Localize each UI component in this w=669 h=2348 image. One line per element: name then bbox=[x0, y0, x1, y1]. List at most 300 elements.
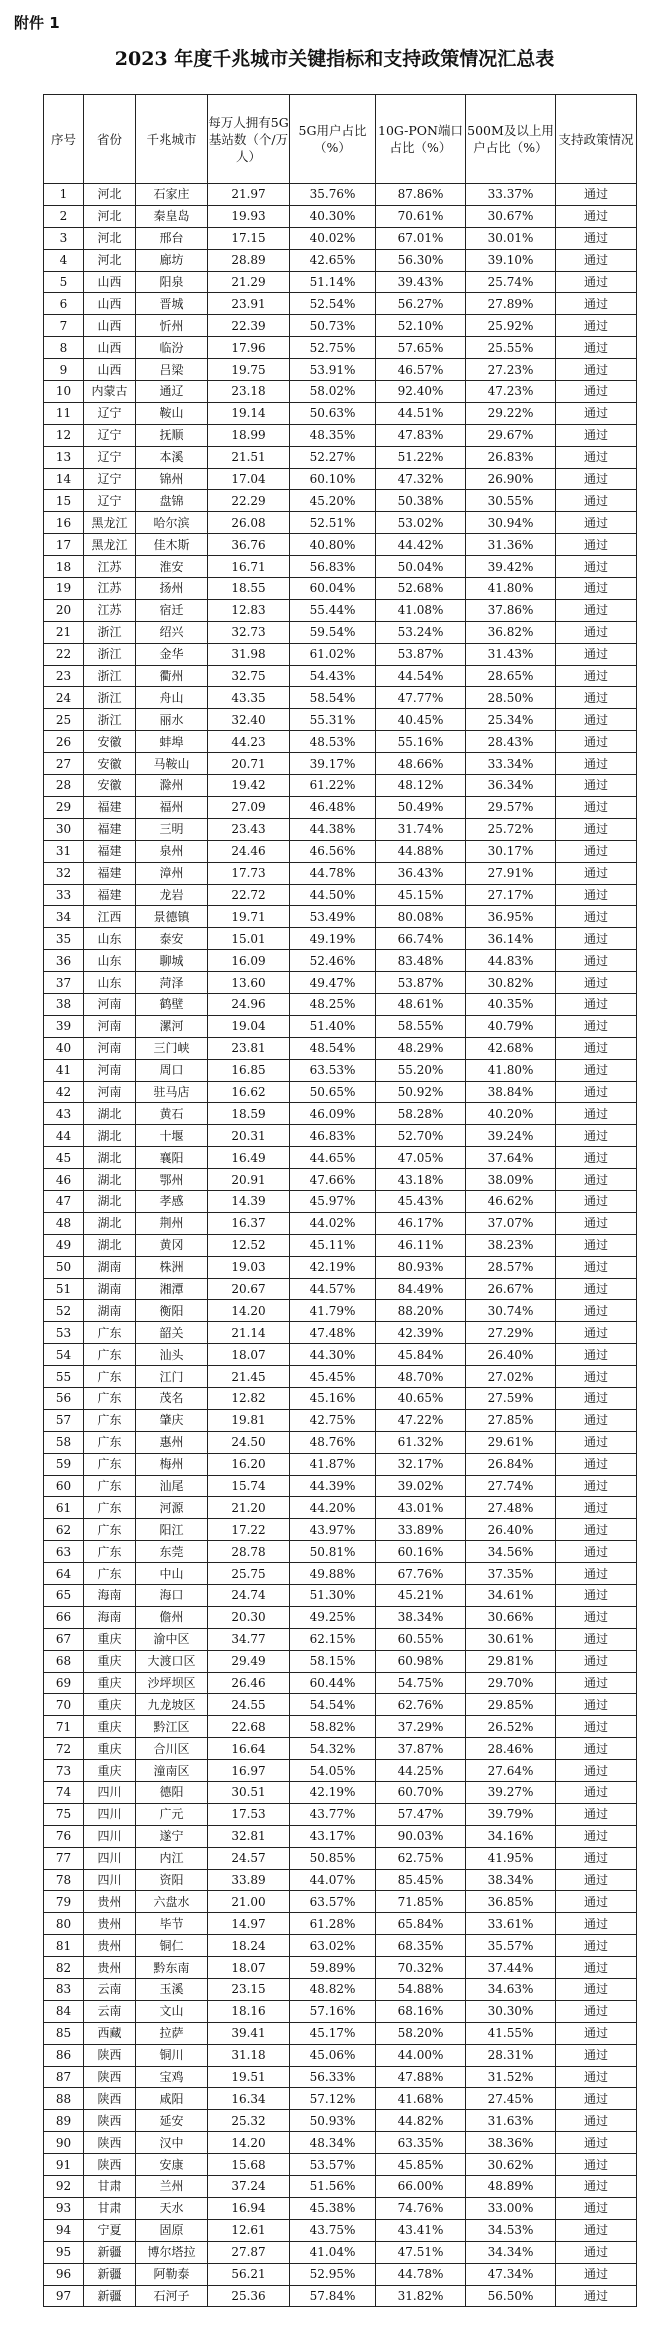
table-row bbox=[44, 1059, 637, 1081]
cell-10g-pon: 46.57% bbox=[376, 359, 466, 381]
cell-10g-pon: 52.10% bbox=[376, 315, 466, 337]
cell-5g-users: 45.97% bbox=[290, 1190, 376, 1212]
table-row bbox=[44, 1979, 637, 2001]
cell-500m-users: 47.23% bbox=[466, 381, 556, 403]
cell-province: 陕西 bbox=[84, 2066, 136, 2088]
table-row bbox=[44, 862, 637, 884]
cell-index: 34 bbox=[44, 906, 84, 928]
cell-city: 三明 bbox=[136, 818, 208, 840]
cell-500m-users: 38.23% bbox=[466, 1234, 556, 1256]
cell-5g-users: 51.30% bbox=[290, 1585, 376, 1607]
cell-policy: 通过 bbox=[556, 906, 637, 928]
cell-policy: 通过 bbox=[556, 775, 637, 797]
cell-index: 7 bbox=[44, 315, 84, 337]
cell-province: 辽宁 bbox=[84, 468, 136, 490]
cell-5g-users: 51.14% bbox=[290, 271, 376, 293]
cell-index: 67 bbox=[44, 1628, 84, 1650]
cell-province: 江苏 bbox=[84, 578, 136, 600]
table-row bbox=[44, 1497, 637, 1519]
table-row bbox=[44, 1453, 637, 1475]
table-row bbox=[44, 775, 637, 797]
cell-index: 72 bbox=[44, 1738, 84, 1760]
cell-10g-pon: 55.16% bbox=[376, 731, 466, 753]
cell-index: 8 bbox=[44, 337, 84, 359]
cell-500m-users: 30.01% bbox=[466, 227, 556, 249]
cell-5g-stations: 12.83 bbox=[208, 599, 290, 621]
table-row bbox=[44, 2176, 637, 2198]
cell-policy: 通过 bbox=[556, 2066, 637, 2088]
cell-5g-stations: 28.78 bbox=[208, 1541, 290, 1563]
cell-5g-stations: 39.41 bbox=[208, 2022, 290, 2044]
cell-index: 57 bbox=[44, 1409, 84, 1431]
cell-500m-users: 30.94% bbox=[466, 512, 556, 534]
cell-500m-users: 29.81% bbox=[466, 1650, 556, 1672]
cell-index: 25 bbox=[44, 709, 84, 731]
cell-10g-pon: 74.76% bbox=[376, 2197, 466, 2219]
cell-5g-users: 44.07% bbox=[290, 1869, 376, 1891]
cell-policy: 通过 bbox=[556, 271, 637, 293]
cell-5g-stations: 25.75 bbox=[208, 1563, 290, 1585]
cell-city: 蚌埠 bbox=[136, 731, 208, 753]
cell-500m-users: 39.24% bbox=[466, 1125, 556, 1147]
cell-5g-users: 52.54% bbox=[290, 293, 376, 315]
cell-5g-users: 48.82% bbox=[290, 1979, 376, 2001]
cell-index: 42 bbox=[44, 1081, 84, 1103]
cell-index: 6 bbox=[44, 293, 84, 315]
cell-province: 海南 bbox=[84, 1585, 136, 1607]
cell-city: 抚顺 bbox=[136, 424, 208, 446]
cell-5g-stations: 29.49 bbox=[208, 1650, 290, 1672]
cell-500m-users: 42.68% bbox=[466, 1037, 556, 1059]
cell-policy: 通过 bbox=[556, 840, 637, 862]
cell-city: 孝感 bbox=[136, 1190, 208, 1212]
cell-policy: 通过 bbox=[556, 1125, 637, 1147]
cell-500m-users: 44.83% bbox=[466, 950, 556, 972]
cell-city: 马鞍山 bbox=[136, 753, 208, 775]
cell-500m-users: 30.62% bbox=[466, 2154, 556, 2176]
cell-500m-users: 28.57% bbox=[466, 1256, 556, 1278]
cell-5g-stations: 56.21 bbox=[208, 2263, 290, 2285]
cell-5g-users: 45.38% bbox=[290, 2197, 376, 2219]
cell-10g-pon: 87.86% bbox=[376, 184, 466, 206]
cell-city: 阿勒泰 bbox=[136, 2263, 208, 2285]
cell-province: 辽宁 bbox=[84, 446, 136, 468]
cell-5g-users: 53.91% bbox=[290, 359, 376, 381]
cell-10g-pon: 37.29% bbox=[376, 1716, 466, 1738]
cell-index: 39 bbox=[44, 1015, 84, 1037]
table-row bbox=[44, 1322, 637, 1344]
cell-5g-users: 42.65% bbox=[290, 249, 376, 271]
cell-500m-users: 33.00% bbox=[466, 2197, 556, 2219]
cell-10g-pon: 50.49% bbox=[376, 796, 466, 818]
cell-city: 襄阳 bbox=[136, 1147, 208, 1169]
cell-province: 安徽 bbox=[84, 753, 136, 775]
cell-5g-users: 50.85% bbox=[290, 1847, 376, 1869]
cell-5g-stations: 18.24 bbox=[208, 1935, 290, 1957]
cell-province: 宁夏 bbox=[84, 2219, 136, 2241]
cell-index: 30 bbox=[44, 818, 84, 840]
table-row bbox=[44, 1147, 637, 1169]
cell-index: 11 bbox=[44, 402, 84, 424]
cell-5g-users: 40.30% bbox=[290, 205, 376, 227]
cell-500m-users: 27.29% bbox=[466, 1322, 556, 1344]
table-row bbox=[44, 1169, 637, 1191]
table-row bbox=[44, 490, 637, 512]
summary-table bbox=[43, 94, 637, 2307]
cell-index: 90 bbox=[44, 2132, 84, 2154]
cell-10g-pon: 32.17% bbox=[376, 1453, 466, 1475]
table-row bbox=[44, 1672, 637, 1694]
cell-index: 78 bbox=[44, 1869, 84, 1891]
cell-index: 52 bbox=[44, 1300, 84, 1322]
cell-province: 重庆 bbox=[84, 1738, 136, 1760]
cell-500m-users: 29.67% bbox=[466, 424, 556, 446]
cell-index: 19 bbox=[44, 578, 84, 600]
table-row bbox=[44, 2110, 637, 2132]
cell-5g-stations: 15.74 bbox=[208, 1475, 290, 1497]
cell-province: 四川 bbox=[84, 1869, 136, 1891]
cell-policy: 通过 bbox=[556, 1957, 637, 1979]
table-row bbox=[44, 621, 637, 643]
cell-10g-pon: 45.85% bbox=[376, 2154, 466, 2176]
cell-index: 18 bbox=[44, 556, 84, 578]
cell-city: 荆州 bbox=[136, 1212, 208, 1234]
cell-province: 西藏 bbox=[84, 2022, 136, 2044]
cell-index: 33 bbox=[44, 884, 84, 906]
cell-5g-users: 63.02% bbox=[290, 1935, 376, 1957]
cell-5g-users: 46.83% bbox=[290, 1125, 376, 1147]
cell-index: 46 bbox=[44, 1169, 84, 1191]
cell-city: 茂名 bbox=[136, 1387, 208, 1409]
cell-500m-users: 38.34% bbox=[466, 1869, 556, 1891]
cell-10g-pon: 63.35% bbox=[376, 2132, 466, 2154]
cell-index: 88 bbox=[44, 2088, 84, 2110]
cell-5g-users: 44.38% bbox=[290, 818, 376, 840]
cell-province: 福建 bbox=[84, 862, 136, 884]
cell-5g-stations: 31.98 bbox=[208, 643, 290, 665]
table-header-row bbox=[44, 95, 637, 184]
cell-index: 86 bbox=[44, 2044, 84, 2066]
cell-500m-users: 39.42% bbox=[466, 556, 556, 578]
cell-province: 陕西 bbox=[84, 2154, 136, 2176]
table-row bbox=[44, 468, 637, 490]
cell-5g-stations: 32.75 bbox=[208, 665, 290, 687]
cell-500m-users: 28.50% bbox=[466, 687, 556, 709]
cell-10g-pon: 46.17% bbox=[376, 1212, 466, 1234]
cell-index: 91 bbox=[44, 2154, 84, 2176]
cell-city: 聊城 bbox=[136, 950, 208, 972]
table-row bbox=[44, 818, 637, 840]
table-row bbox=[44, 1760, 637, 1782]
cell-index: 20 bbox=[44, 599, 84, 621]
cell-500m-users: 28.43% bbox=[466, 731, 556, 753]
document-title: 2023 年度千兆城市关键指标和支持政策情况汇总表 bbox=[114, 48, 555, 70]
cell-10g-pon: 45.21% bbox=[376, 1585, 466, 1607]
cell-10g-pon: 60.98% bbox=[376, 1650, 466, 1672]
cell-province: 广东 bbox=[84, 1541, 136, 1563]
table-row bbox=[44, 1366, 637, 1388]
table-row bbox=[44, 2154, 637, 2176]
cell-500m-users: 41.80% bbox=[466, 1059, 556, 1081]
cell-policy: 通过 bbox=[556, 402, 637, 424]
cell-index: 4 bbox=[44, 249, 84, 271]
cell-5g-users: 46.56% bbox=[290, 840, 376, 862]
cell-5g-stations: 18.59 bbox=[208, 1103, 290, 1125]
cell-5g-stations: 32.40 bbox=[208, 709, 290, 731]
cell-10g-pon: 53.87% bbox=[376, 972, 466, 994]
cell-province: 浙江 bbox=[84, 687, 136, 709]
cell-5g-stations: 23.18 bbox=[208, 381, 290, 403]
cell-policy: 通过 bbox=[556, 993, 637, 1015]
cell-5g-users: 45.20% bbox=[290, 490, 376, 512]
cell-5g-users: 55.44% bbox=[290, 599, 376, 621]
cell-10g-pon: 62.75% bbox=[376, 1847, 466, 1869]
table-row bbox=[44, 1891, 637, 1913]
cell-city: 江门 bbox=[136, 1366, 208, 1388]
cell-province: 陕西 bbox=[84, 2044, 136, 2066]
cell-index: 79 bbox=[44, 1891, 84, 1913]
cell-10g-pon: 80.08% bbox=[376, 906, 466, 928]
cell-province: 河北 bbox=[84, 205, 136, 227]
cell-province: 广东 bbox=[84, 1563, 136, 1585]
cell-policy: 通过 bbox=[556, 2132, 637, 2154]
cell-500m-users: 31.36% bbox=[466, 534, 556, 556]
cell-5g-users: 48.35% bbox=[290, 424, 376, 446]
cell-10g-pon: 44.78% bbox=[376, 2263, 466, 2285]
cell-policy: 通过 bbox=[556, 534, 637, 556]
cell-500m-users: 28.31% bbox=[466, 2044, 556, 2066]
table-row bbox=[44, 2022, 637, 2044]
cell-city: 梅州 bbox=[136, 1453, 208, 1475]
cell-province: 陕西 bbox=[84, 2088, 136, 2110]
cell-index: 15 bbox=[44, 490, 84, 512]
cell-5g-users: 35.76% bbox=[290, 184, 376, 206]
cell-policy: 通过 bbox=[556, 1606, 637, 1628]
table-row bbox=[44, 1475, 637, 1497]
cell-policy: 通过 bbox=[556, 884, 637, 906]
cell-policy: 通过 bbox=[556, 796, 637, 818]
cell-5g-stations: 18.07 bbox=[208, 1957, 290, 1979]
cell-province: 广东 bbox=[84, 1497, 136, 1519]
cell-5g-stations: 19.04 bbox=[208, 1015, 290, 1037]
cell-index: 45 bbox=[44, 1147, 84, 1169]
table-row bbox=[44, 709, 637, 731]
header-index: 序号 bbox=[44, 95, 84, 184]
cell-10g-pon: 50.92% bbox=[376, 1081, 466, 1103]
cell-province: 重庆 bbox=[84, 1760, 136, 1782]
cell-5g-stations: 18.07 bbox=[208, 1344, 290, 1366]
cell-city: 玉溪 bbox=[136, 1979, 208, 2001]
cell-10g-pon: 45.84% bbox=[376, 1344, 466, 1366]
cell-10g-pon: 44.00% bbox=[376, 2044, 466, 2066]
cell-500m-users: 26.84% bbox=[466, 1453, 556, 1475]
cell-province: 四川 bbox=[84, 1847, 136, 1869]
cell-province: 广东 bbox=[84, 1519, 136, 1541]
table-row bbox=[44, 315, 637, 337]
table-row bbox=[44, 2066, 637, 2088]
cell-10g-pon: 58.28% bbox=[376, 1103, 466, 1125]
cell-10g-pon: 44.51% bbox=[376, 402, 466, 424]
cell-10g-pon: 33.89% bbox=[376, 1519, 466, 1541]
table-row bbox=[44, 599, 637, 621]
cell-10g-pon: 43.01% bbox=[376, 1497, 466, 1519]
cell-500m-users: 34.63% bbox=[466, 1979, 556, 2001]
cell-province: 贵州 bbox=[84, 1957, 136, 1979]
cell-5g-users: 48.76% bbox=[290, 1431, 376, 1453]
cell-500m-users: 29.22% bbox=[466, 402, 556, 424]
cell-500m-users: 38.09% bbox=[466, 1169, 556, 1191]
cell-province: 河南 bbox=[84, 1059, 136, 1081]
cell-index: 92 bbox=[44, 2176, 84, 2198]
cell-index: 27 bbox=[44, 753, 84, 775]
cell-500m-users: 29.70% bbox=[466, 1672, 556, 1694]
cell-5g-users: 44.78% bbox=[290, 862, 376, 884]
cell-5g-users: 48.34% bbox=[290, 2132, 376, 2154]
cell-city: 延安 bbox=[136, 2110, 208, 2132]
cell-province: 新疆 bbox=[84, 2263, 136, 2285]
cell-index: 60 bbox=[44, 1475, 84, 1497]
cell-province: 四川 bbox=[84, 1782, 136, 1804]
cell-5g-users: 44.50% bbox=[290, 884, 376, 906]
table-row bbox=[44, 1716, 637, 1738]
table-row bbox=[44, 731, 637, 753]
cell-policy: 通过 bbox=[556, 1256, 637, 1278]
table-row bbox=[44, 1585, 637, 1607]
header-5g-stations: 每万人拥有5G基站数（个/万人） bbox=[208, 95, 290, 184]
cell-city: 大渡口区 bbox=[136, 1650, 208, 1672]
cell-500m-users: 36.14% bbox=[466, 928, 556, 950]
cell-500m-users: 28.46% bbox=[466, 1738, 556, 1760]
cell-city: 通辽 bbox=[136, 381, 208, 403]
cell-500m-users: 41.80% bbox=[466, 578, 556, 600]
cell-index: 87 bbox=[44, 2066, 84, 2088]
cell-index: 41 bbox=[44, 1059, 84, 1081]
cell-5g-users: 45.06% bbox=[290, 2044, 376, 2066]
cell-province: 黑龙江 bbox=[84, 534, 136, 556]
cell-city: 临汾 bbox=[136, 337, 208, 359]
cell-province: 新疆 bbox=[84, 2241, 136, 2263]
cell-city: 内江 bbox=[136, 1847, 208, 1869]
cell-10g-pon: 44.88% bbox=[376, 840, 466, 862]
cell-5g-stations: 21.14 bbox=[208, 1322, 290, 1344]
cell-500m-users: 27.02% bbox=[466, 1366, 556, 1388]
cell-province: 重庆 bbox=[84, 1716, 136, 1738]
cell-city: 盘锦 bbox=[136, 490, 208, 512]
cell-5g-users: 43.75% bbox=[290, 2219, 376, 2241]
cell-city: 遂宁 bbox=[136, 1825, 208, 1847]
cell-5g-users: 48.25% bbox=[290, 993, 376, 1015]
cell-policy: 通过 bbox=[556, 249, 637, 271]
cell-policy: 通过 bbox=[556, 184, 637, 206]
cell-province: 四川 bbox=[84, 1803, 136, 1825]
cell-policy: 通过 bbox=[556, 2022, 637, 2044]
cell-5g-stations: 18.55 bbox=[208, 578, 290, 600]
table-row bbox=[44, 2241, 637, 2263]
cell-500m-users: 37.86% bbox=[466, 599, 556, 621]
table-row bbox=[44, 1234, 637, 1256]
cell-5g-users: 44.20% bbox=[290, 1497, 376, 1519]
cell-10g-pon: 66.00% bbox=[376, 2176, 466, 2198]
cell-index: 29 bbox=[44, 796, 84, 818]
cell-city: 肇庆 bbox=[136, 1409, 208, 1431]
header-province: 省份 bbox=[84, 95, 136, 184]
cell-500m-users: 27.48% bbox=[466, 1497, 556, 1519]
cell-province: 重庆 bbox=[84, 1672, 136, 1694]
cell-10g-pon: 68.35% bbox=[376, 1935, 466, 1957]
cell-5g-users: 55.31% bbox=[290, 709, 376, 731]
cell-500m-users: 26.67% bbox=[466, 1278, 556, 1300]
cell-500m-users: 30.74% bbox=[466, 1300, 556, 1322]
cell-5g-users: 41.79% bbox=[290, 1300, 376, 1322]
cell-5g-stations: 19.03 bbox=[208, 1256, 290, 1278]
cell-province: 甘肃 bbox=[84, 2176, 136, 2198]
cell-province: 浙江 bbox=[84, 621, 136, 643]
cell-policy: 通过 bbox=[556, 227, 637, 249]
cell-500m-users: 33.61% bbox=[466, 1913, 556, 1935]
cell-5g-users: 45.16% bbox=[290, 1387, 376, 1409]
cell-index: 76 bbox=[44, 1825, 84, 1847]
cell-5g-stations: 17.15 bbox=[208, 227, 290, 249]
cell-5g-stations: 23.15 bbox=[208, 1979, 290, 2001]
cell-policy: 通过 bbox=[556, 753, 637, 775]
cell-province: 贵州 bbox=[84, 1913, 136, 1935]
cell-province: 福建 bbox=[84, 840, 136, 862]
cell-city: 十堰 bbox=[136, 1125, 208, 1147]
cell-5g-users: 60.10% bbox=[290, 468, 376, 490]
cell-5g-stations: 33.89 bbox=[208, 1869, 290, 1891]
cell-5g-stations: 27.87 bbox=[208, 2241, 290, 2263]
table-row bbox=[44, 906, 637, 928]
cell-province: 云南 bbox=[84, 1979, 136, 2001]
cell-5g-stations: 16.09 bbox=[208, 950, 290, 972]
cell-5g-users: 43.97% bbox=[290, 1519, 376, 1541]
cell-province: 陕西 bbox=[84, 2110, 136, 2132]
cell-policy: 通过 bbox=[556, 2197, 637, 2219]
cell-province: 海南 bbox=[84, 1606, 136, 1628]
cell-10g-pon: 45.15% bbox=[376, 884, 466, 906]
table-row bbox=[44, 1081, 637, 1103]
cell-province: 河北 bbox=[84, 227, 136, 249]
cell-city: 滁州 bbox=[136, 775, 208, 797]
cell-5g-users: 44.39% bbox=[290, 1475, 376, 1497]
cell-5g-stations: 23.43 bbox=[208, 818, 290, 840]
cell-index: 40 bbox=[44, 1037, 84, 1059]
cell-5g-users: 46.48% bbox=[290, 796, 376, 818]
cell-policy: 通过 bbox=[556, 1147, 637, 1169]
cell-10g-pon: 57.47% bbox=[376, 1803, 466, 1825]
cell-province: 云南 bbox=[84, 2000, 136, 2022]
cell-5g-users: 59.54% bbox=[290, 621, 376, 643]
cell-province: 湖北 bbox=[84, 1169, 136, 1191]
cell-5g-users: 41.87% bbox=[290, 1453, 376, 1475]
cell-5g-stations: 32.81 bbox=[208, 1825, 290, 1847]
table-row bbox=[44, 1431, 637, 1453]
cell-5g-stations: 16.37 bbox=[208, 1212, 290, 1234]
cell-5g-stations: 16.62 bbox=[208, 1081, 290, 1103]
cell-policy: 通过 bbox=[556, 1672, 637, 1694]
cell-5g-users: 45.17% bbox=[290, 2022, 376, 2044]
cell-city: 黔江区 bbox=[136, 1716, 208, 1738]
cell-province: 辽宁 bbox=[84, 490, 136, 512]
cell-5g-users: 52.75% bbox=[290, 337, 376, 359]
cell-5g-users: 58.82% bbox=[290, 1716, 376, 1738]
table-row bbox=[44, 381, 637, 403]
cell-policy: 通过 bbox=[556, 599, 637, 621]
cell-5g-stations: 21.97 bbox=[208, 184, 290, 206]
cell-city: 咸阳 bbox=[136, 2088, 208, 2110]
cell-500m-users: 37.44% bbox=[466, 1957, 556, 1979]
cell-10g-pon: 44.25% bbox=[376, 1760, 466, 1782]
